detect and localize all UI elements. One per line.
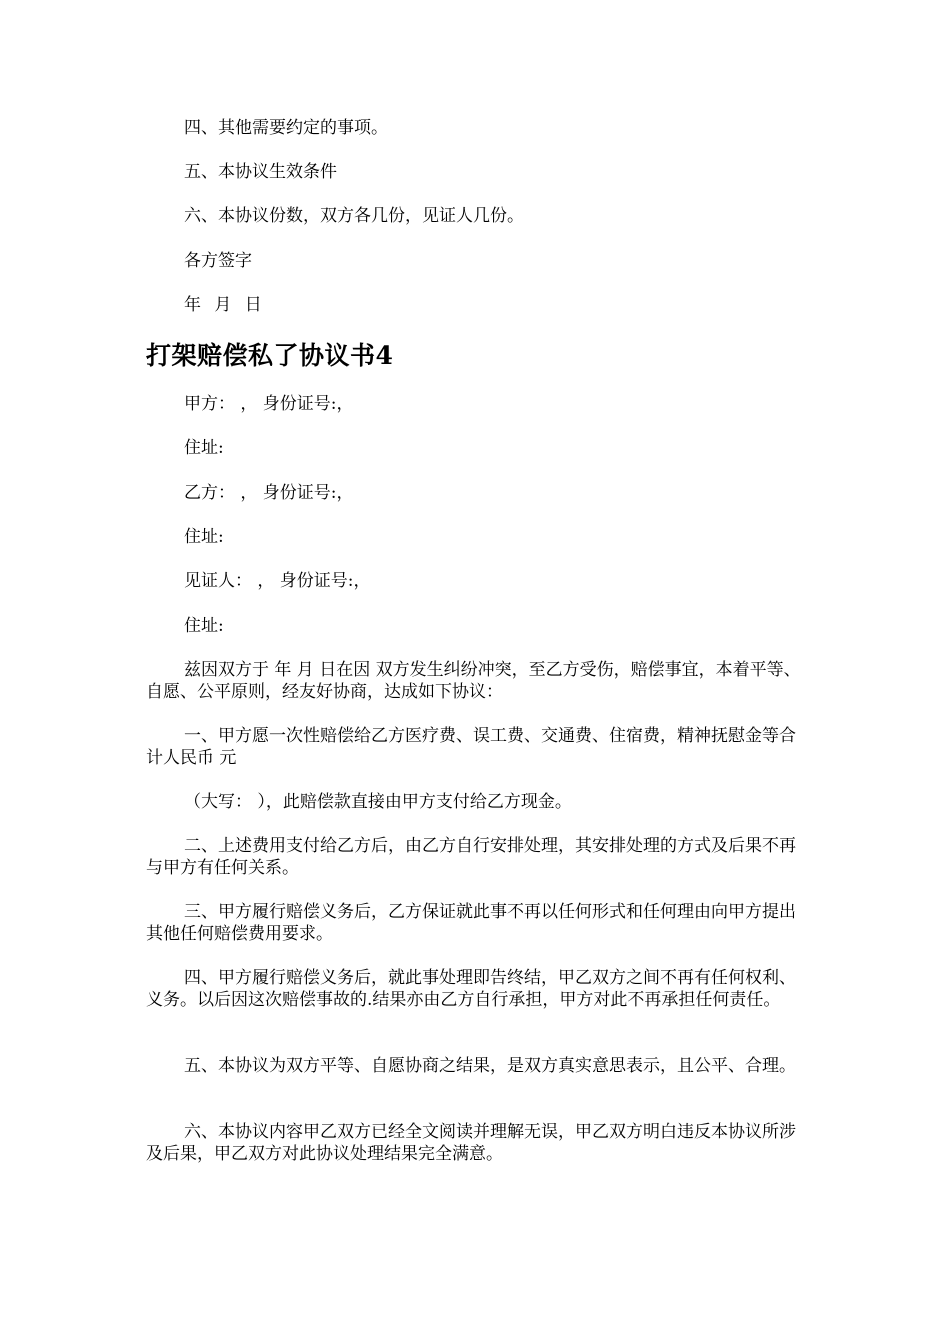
witness-line: 见证人： ， 身份证号:， [184,571,371,591]
clause-6: 六、本协议内容甲乙双方已经全文阅读并理解无误，甲乙双方明白违反本协议所涉及后果，甲乙双方对此协议处理结果完全满意。 [146,1122,796,1164]
date-line: 年 月 日 [184,295,262,315]
document-title: 打架赔偿私了协议书4 [146,341,394,370]
intro-paragraph: 兹因双方于 年 月 日在因 双方发生纠纷冲突，至乙方受伤，赔偿事宜，本着平等、自愿、公平原则，经友好协商，达成如下协议： [146,660,801,702]
clause-1: 一、甲方愿一次性赔偿给乙方医疗费、误工费、交通费、住宿费，精神抚慰金等合计人民币 元 [146,726,796,768]
item-copies: 六、本协议份数，双方各几份，见证人几份。 [184,206,524,226]
item-other-matters: 四、其他需要约定的事项。 [184,118,388,138]
clause-5: 五、本协议为双方平等、自愿协商之结果，是双方真实意思表示，且公平、合理。 [184,1056,796,1076]
signatures-label: 各方签字 [184,251,252,271]
clause-3: 三、甲方履行赔偿义务后，乙方保证就此事不再以任何形式和任何理由向甲方提出其他任何赔偿费用要求。 [146,902,796,944]
party-a-line: 甲方： ， 身份证号:， [184,394,354,414]
clause-2: 二、上述费用支付给乙方后，由乙方自行安排处理，其安排处理的方式及后果不再与甲方有任何关系。 [146,836,796,878]
clause-4: 四、甲方履行赔偿义务后，就此事处理即告终结，甲乙双方之间不再有任何权利、义务。以后因这次赔偿事故的.结果亦由乙方自行承担，甲方对此不再承担任何责任。 [146,968,796,1010]
party-a-address: 住址: [184,438,224,458]
party-b-line: 乙方： ， 身份证号:， [184,483,354,503]
witness-address: 住址: [184,616,224,636]
party-b-address: 住址: [184,527,224,547]
item-effective-conditions: 五、本协议生效条件 [184,162,337,182]
clause-1-amount: （大写： ），此赔偿款直接由甲方支付给乙方现金。 [184,792,572,812]
